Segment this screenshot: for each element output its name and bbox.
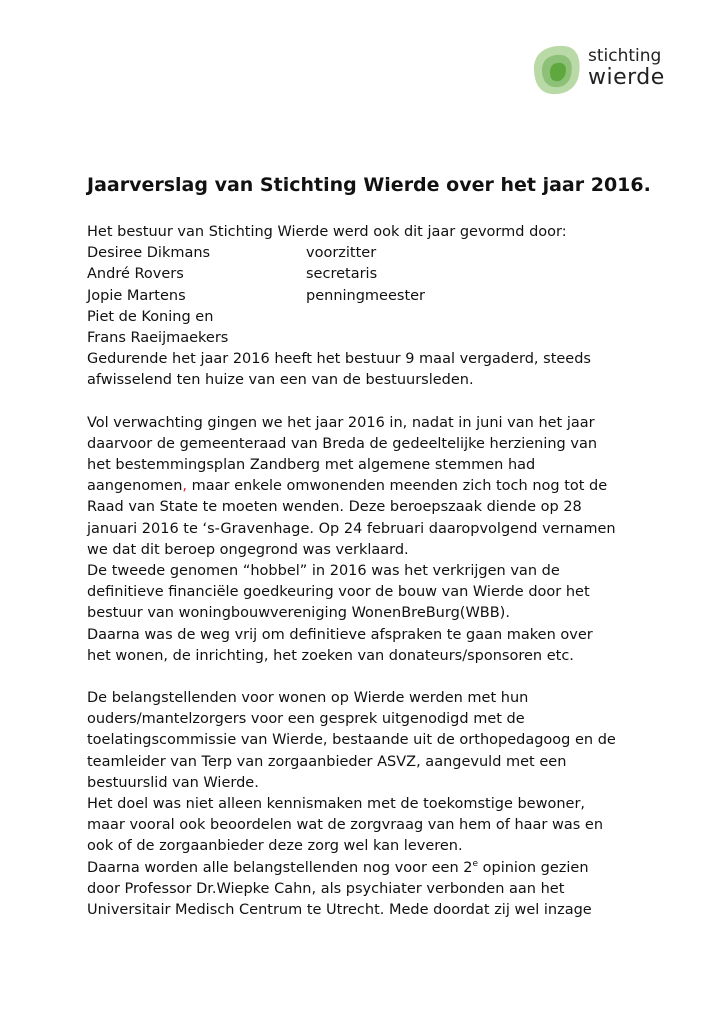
body-line: bestuurslid van Wierde. (87, 774, 259, 791)
body-line: ook of de zorgaanbieder deze zorg wel kan leveren. (87, 838, 463, 855)
stichting-wierde-logo (528, 42, 688, 98)
document-body (87, 222, 687, 921)
body-line: Universitair Medisch Centrum te Utrecht. Mede doordat zij wel inzage (87, 902, 592, 919)
board-member-role: voorzitter (306, 245, 377, 262)
body-line: Vol verwachting gingen we het jaar 2016 in, nadat in juni van het jaar (87, 414, 595, 431)
body-line: januari 2016 te ‘s-Gravenhage. Op 24 februari daaropvolgend vernamen (87, 520, 616, 537)
board-intro: Het bestuur van Stichting Wierde werd ook dit jaar gevormd door: (87, 224, 567, 240)
body-line: teamleider van Terp van zorgaanbieder ASVZ, aangevuld met een (87, 753, 567, 770)
board-member-name: Frans Raeijmaekers (87, 330, 229, 347)
board-list (87, 243, 687, 349)
body-line (87, 858, 687, 879)
body-line: het bestemmingsplan Zandberg met algemene stemmen had (87, 457, 536, 474)
body-text: aangenomen (87, 478, 183, 495)
body-line: door Professor Dr.Wiepke Cahn, als psychiater verbonden aan het (87, 880, 565, 897)
body-line: Daarna was de weg vrij om definitieve afspraken te gaan maken over (87, 626, 593, 643)
board-member-role: secretaris (306, 266, 378, 283)
body-line: afwisselend ten huize van een van de bestuursleden. (87, 372, 474, 389)
body-line: definitieve financiële goedkeuring voor de bouw van Wierde door het (87, 584, 590, 601)
body-text: opinion gezien (478, 859, 589, 876)
logo-wordmark (588, 46, 665, 88)
logo-mark-icon (528, 42, 584, 98)
board-member-row (87, 264, 687, 285)
board-member-row (87, 243, 687, 264)
body-line: we dat dit beroep ongegrond was verklaard. (87, 541, 409, 558)
board-member-row (87, 286, 687, 307)
body-line: De tweede genomen “hobbel” in 2016 was het verkrijgen van de (87, 563, 560, 580)
logo-line-stichting: stichting (588, 46, 662, 66)
document-title: Jaarverslag van Stichting Wierde over het jaar 2016. (87, 174, 651, 196)
body-text: Daarna worden alle belangstellenden nog voor een 2 (87, 859, 473, 876)
body-line: het wonen, de inrichting, het zoeken van donateurs/sponsoren etc. (87, 647, 574, 664)
body-text: maar enkele omwonenden meenden zich toch nog tot de (187, 478, 608, 495)
body-line: bestuur van woningbouwvereniging WonenBreBurg(WBB). (87, 605, 510, 622)
board-member-name: Jopie Martens (87, 287, 186, 304)
body-line: Gedurende het jaar 2016 heeft het bestuur 9 maal vergaderd, steeds (87, 351, 591, 368)
board-member-name: André Rovers (87, 266, 184, 283)
body-line: Raad van State te moeten wenden. Deze beroepszaak diende op 28 (87, 499, 582, 516)
body-line (87, 476, 687, 497)
body-line: toelatingscommissie van Wierde, bestaande uit de orthopedagoog en de (87, 732, 616, 749)
board-member-role: penningmeester (306, 287, 426, 304)
red-comma: , (182, 478, 187, 495)
body-line: ouders/mantelzorgers voor een gesprek uitgenodigd met de (87, 711, 525, 728)
board-member-row (87, 307, 687, 328)
body-line: maar vooral ook beoordelen wat de zorgvraag van hem of haar was en (87, 817, 604, 834)
superscript: e (472, 858, 479, 869)
logo-line-wierde: wierde (588, 65, 665, 90)
body-line: De belangstellenden voor wonen op Wierde werden met hun (87, 690, 529, 707)
body-line: daarvoor de gemeenteraad van Breda de gedeeltelijke herziening van (87, 435, 598, 452)
board-member-name: Desiree Dikmans (87, 245, 211, 262)
board-member-row (87, 328, 687, 349)
board-member-name: Piet de Koning en (87, 308, 214, 325)
body-line: Het doel was niet alleen kennismaken met de toekomstige bewoner, (87, 796, 586, 813)
